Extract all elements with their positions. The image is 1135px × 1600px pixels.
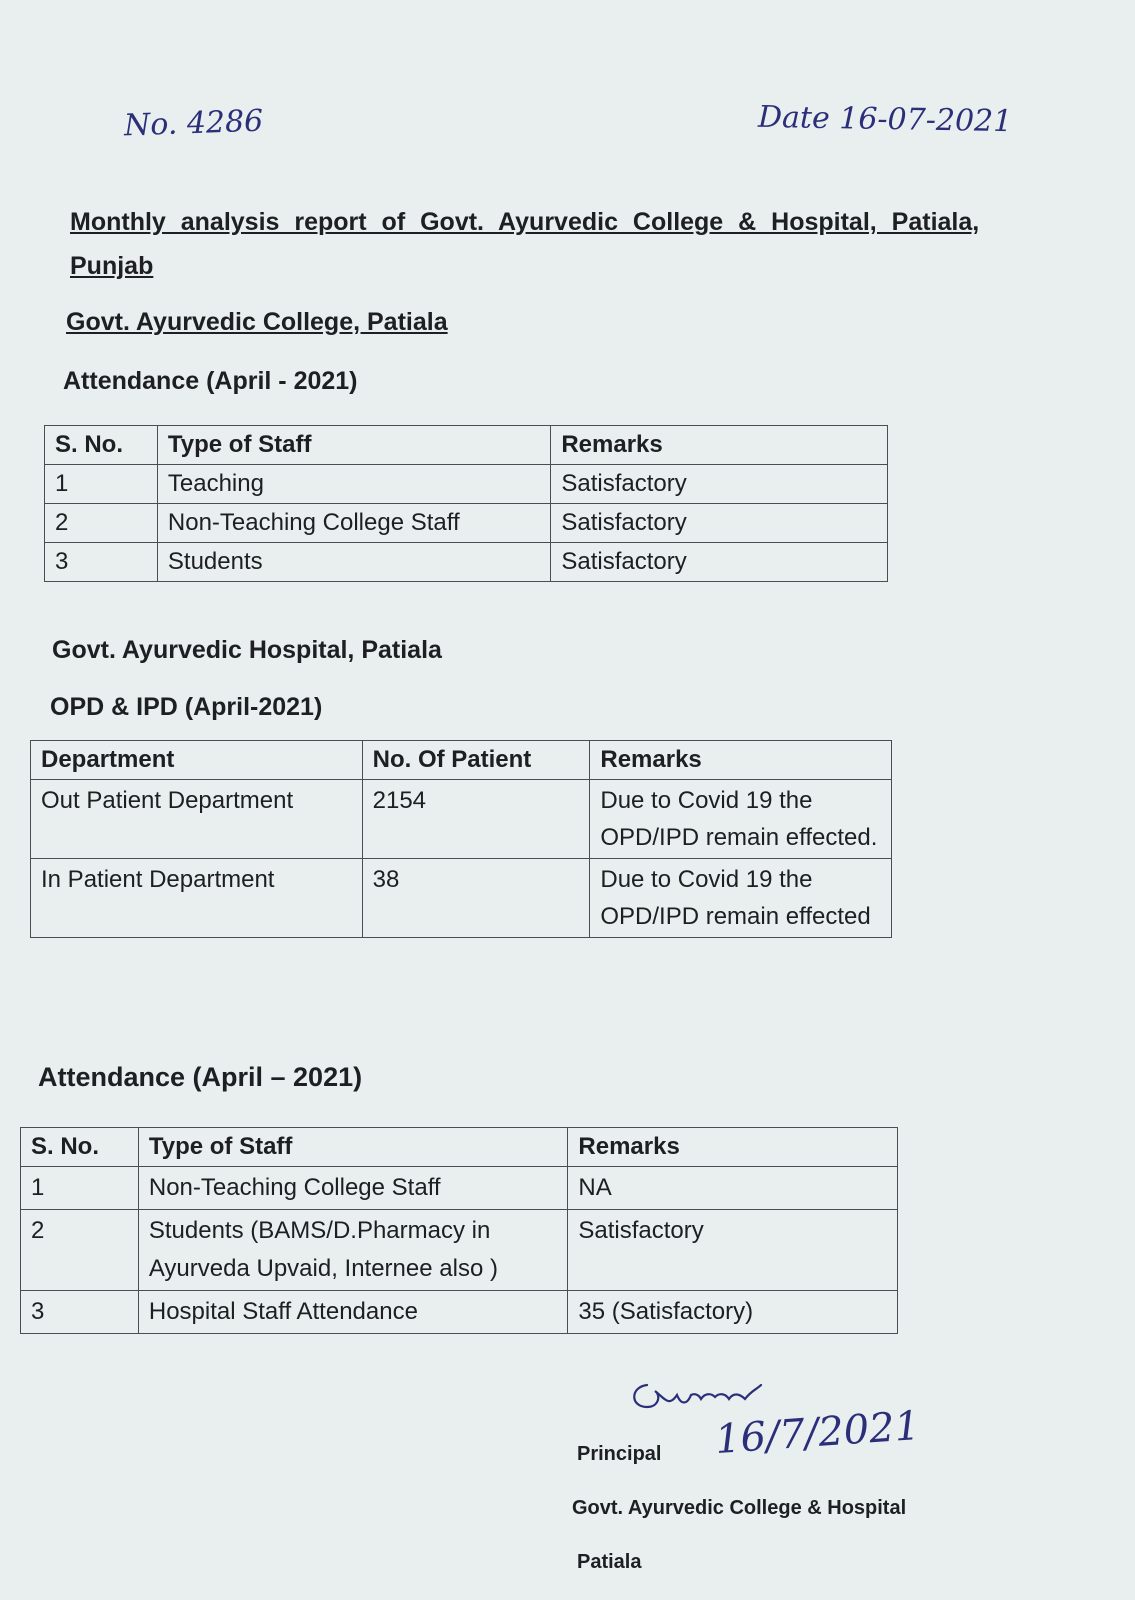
patient-count-cell: 38	[362, 859, 590, 938]
college-heading: Govt. Ayurvedic College, Patiala	[66, 308, 448, 336]
remarks-cell: Satisfactory	[551, 504, 888, 543]
staff-type-cell: Hospital Staff Attendance	[138, 1291, 568, 1334]
college-attendance-heading: Attendance (April - 2021)	[63, 367, 358, 395]
signatory-institution: Govt. Ayurvedic College & Hospital	[572, 1497, 907, 1519]
serial-number-cell: 2	[45, 504, 158, 543]
staff-type-cell: Non-Teaching College Staff	[157, 504, 550, 543]
table-row	[31, 859, 892, 938]
hospital-attendance-table	[20, 1127, 898, 1334]
serial-number-cell: 1	[21, 1167, 139, 1210]
reference-number: No. 4286	[123, 103, 264, 144]
column-header: Remarks	[568, 1128, 898, 1167]
table-row	[21, 1210, 898, 1291]
column-header: S. No.	[45, 426, 158, 465]
hospital-attendance-heading: Attendance (April – 2021)	[38, 1062, 363, 1092]
serial-number-cell: 2	[21, 1210, 139, 1291]
signature-scribble	[625, 1365, 825, 1415]
table-header-row	[45, 426, 888, 465]
serial-number-cell: 3	[45, 543, 158, 582]
table-row	[45, 543, 888, 582]
column-header: S. No.	[21, 1128, 139, 1167]
table-row	[21, 1167, 898, 1210]
remarks-cell: Satisfactory	[568, 1210, 898, 1291]
serial-number-cell: 1	[45, 465, 158, 504]
document-date: Date 16-07-2021	[757, 99, 1013, 140]
patient-count-cell: 2154	[362, 780, 590, 859]
department-cell: In Patient Department	[31, 859, 363, 938]
remarks-cell: Due to Covid 19 the OPD/IPD remain effected	[590, 859, 892, 938]
column-header: Type of Staff	[138, 1128, 568, 1167]
column-header: Remarks	[590, 741, 892, 780]
opd-ipd-table	[30, 740, 892, 938]
signatory-place: Patiala	[577, 1551, 642, 1573]
signatory-designation: Principal	[577, 1443, 662, 1465]
remarks-cell: Due to Covid 19 the OPD/IPD remain effected.	[590, 780, 892, 859]
remarks-cell: NA	[568, 1167, 898, 1210]
signature-date: 16/7/2021	[713, 1402, 922, 1464]
column-header: Department	[31, 741, 363, 780]
hospital-heading: Govt. Ayurvedic Hospital, Patiala	[52, 636, 442, 664]
table-row	[45, 504, 888, 543]
table-header-row	[31, 741, 892, 780]
remarks-cell: Satisfactory	[551, 465, 888, 504]
column-header: Remarks	[551, 426, 888, 465]
staff-type-cell: Students (BAMS/D.Pharmacy in Ayurveda Upvaid, Internee also )	[138, 1210, 568, 1291]
staff-type-cell: Students	[157, 543, 550, 582]
column-header: Type of Staff	[157, 426, 550, 465]
table-header-row	[21, 1128, 898, 1167]
column-header: No. Of Patient	[362, 741, 590, 780]
table-row	[21, 1291, 898, 1334]
table-row	[45, 465, 888, 504]
college-attendance-table	[44, 425, 888, 582]
report-title: Monthly analysis report of Govt. Ayurvedic College & Hospital, Patiala, Punjab	[70, 208, 980, 280]
staff-type-cell: Teaching	[157, 465, 550, 504]
remarks-cell: 35 (Satisfactory)	[568, 1291, 898, 1334]
department-cell: Out Patient Department	[31, 780, 363, 859]
serial-number-cell: 3	[21, 1291, 139, 1334]
remarks-cell: Satisfactory	[551, 543, 888, 582]
opd-ipd-heading: OPD & IPD (April-2021)	[50, 693, 323, 721]
staff-type-cell: Non-Teaching College Staff	[138, 1167, 568, 1210]
table-row	[31, 780, 892, 859]
